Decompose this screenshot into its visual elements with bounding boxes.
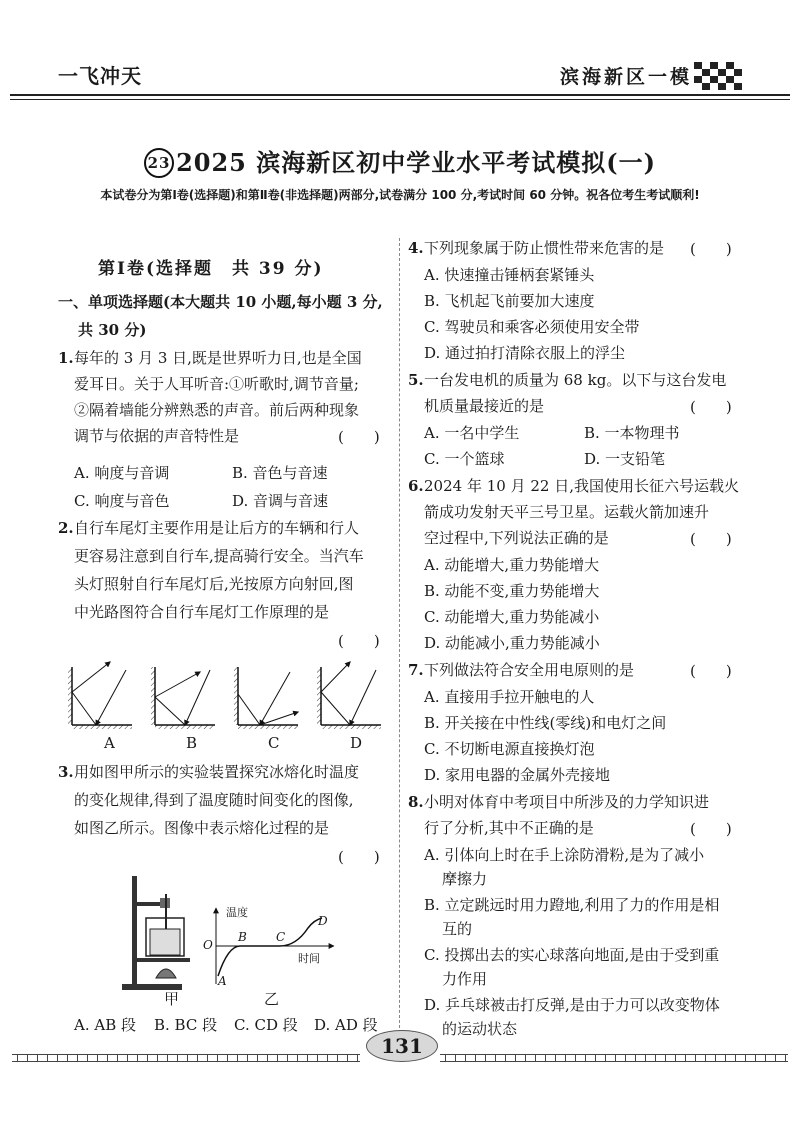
- part-title: 一、单项选择题(本大题共 10 小题,每小题 3 分,: [58, 293, 383, 311]
- q1-line: ②隔着墙能分辨熟悉的声音。前后两种现象: [74, 401, 360, 419]
- answer-blank: ( ): [690, 662, 732, 680]
- q3-option: D. AD 段: [314, 1016, 378, 1034]
- q1-number: 1.: [58, 349, 74, 367]
- q4-option: C. 驾驶员和乘客必须使用安全带: [424, 318, 640, 336]
- q8-option: D. 乒乓球被击打反弹,是由于力可以改变物体: [424, 996, 720, 1014]
- q7-option: C. 不切断电源直接换灯泡: [424, 740, 595, 758]
- q5-option: C. 一个篮球: [424, 450, 505, 468]
- exam-title: [0, 143, 800, 178]
- q8-option-cont: 的运动状态: [442, 1020, 518, 1038]
- graph-y-axis-label: 温度: [226, 906, 248, 919]
- q5-option: D. 一支铅笔: [584, 450, 666, 468]
- q2-line: 中光路图符合自行车尾灯工作原理的是: [74, 603, 330, 621]
- mirror-figure-b: [151, 667, 215, 729]
- q1-option: C. 响度与音色: [74, 492, 170, 510]
- graph-point-label: C: [276, 930, 286, 944]
- graph-point-label: B: [238, 930, 247, 944]
- exam-intro: 本试卷分为第Ⅰ卷(选择题)和第Ⅱ卷(非选择题)两部分,试卷满分 100 分,考试时间 60 分钟。祝各位考生考试顺利!: [100, 188, 700, 202]
- q8-option: A. 引体向上时在手上涂防滑粉,是为了减小: [424, 846, 705, 864]
- q3-figure-label: 乙: [264, 990, 280, 1008]
- q2-line: 自行车尾灯主要作用是让后方的车辆和行人: [74, 519, 360, 537]
- q8-option: B. 立定跳远时用力蹬地,利用了力的作用是相: [424, 896, 720, 914]
- part-title-cont: 共 30 分): [78, 321, 147, 339]
- q6-line: 2024 年 10 月 22 日,我国使用长征六号运载火: [424, 477, 739, 495]
- q1-option: B. 音色与音速: [232, 464, 328, 482]
- answer-blank: ( ): [690, 398, 732, 416]
- q6-line: 箭成功发射天平三号卫星。运载火箭加速升: [424, 503, 710, 521]
- q3-figure-label: 甲: [164, 990, 180, 1008]
- q8-option-cont: 摩擦力: [442, 870, 488, 888]
- q2-line: 头灯照射自行车尾灯后,光按原方向射回,图: [74, 575, 354, 593]
- answer-blank: ( ): [338, 632, 380, 650]
- q6-option: A. 动能增大,重力势能增大: [424, 556, 600, 574]
- graph-point-label: A: [218, 974, 227, 988]
- q6-option: C. 动能增大,重力势能减小: [424, 608, 600, 626]
- q1-option: D. 音调与音速: [232, 492, 329, 510]
- q6-number: 6.: [408, 477, 424, 495]
- q2-figure-label: C: [268, 734, 280, 752]
- q7-option: B. 开关接在中性线(零线)和电灯之间: [424, 714, 667, 732]
- column-divider: [399, 238, 400, 1038]
- checker-decoration: [694, 62, 742, 90]
- q6-option: B. 动能不变,重力势能增大: [424, 582, 600, 600]
- page-number: 131: [366, 1030, 438, 1062]
- graph-x-axis-label: 时间: [298, 952, 320, 965]
- answer-blank: ( ): [338, 848, 380, 866]
- series-logo: 一飞冲天: [58, 64, 142, 88]
- q3-option: B. BC 段: [154, 1016, 218, 1034]
- q8-option: C. 投掷出去的实心球落向地面,是由于受到重: [424, 946, 720, 964]
- q5-number: 5.: [408, 371, 424, 389]
- q2-figure-label: D: [350, 734, 363, 752]
- q5-line: 机质量最接近的是: [424, 397, 545, 415]
- q6-line: 空过程中,下列说法正确的是: [424, 529, 609, 547]
- mirror-figure-c: [234, 667, 298, 729]
- graph-origin-label: O: [203, 938, 213, 952]
- q3-line: 用如图甲所示的实验装置探究冰熔化时温度: [74, 763, 360, 781]
- q5-line: 一台发电机的质量为 68 kg。以下与这台发电: [424, 371, 727, 389]
- exam-number-badge: 23: [144, 148, 174, 178]
- q2-figure-label: A: [104, 734, 115, 752]
- q8-line: 行了分析,其中不正确的是: [424, 819, 594, 837]
- q3-option: A. AB 段: [74, 1016, 136, 1034]
- q6-option: D. 动能减小,重力势能减小: [424, 634, 600, 652]
- q5-option: B. 一本物理书: [584, 424, 680, 442]
- q8-line: 小明对体育中考项目中所涉及的力学知识进: [424, 793, 710, 811]
- section-title: 第Ⅰ卷(选择题 共 39 分): [98, 259, 324, 279]
- q1-option: A. 响度与音调: [74, 464, 170, 482]
- q1-line: 调节与依据的声音特性是: [74, 427, 240, 445]
- q2-line: 更容易注意到自行车,提高骑行安全。当汽车: [74, 547, 364, 565]
- q4-option: A. 快速撞击锤柄套紧锤头: [424, 266, 595, 284]
- graph-point-label: D: [318, 914, 328, 928]
- q2-figure-label: B: [186, 734, 198, 752]
- series-title: 滨海新区一模: [559, 66, 692, 88]
- q3-line: 的变化规律,得到了温度随时间变化的图像,: [74, 791, 354, 809]
- q7-option: D. 家用电器的金属外壳接地: [424, 766, 611, 784]
- q3-option: C. CD 段: [234, 1016, 298, 1034]
- answer-blank: ( ): [690, 530, 732, 548]
- q8-number: 8.: [408, 793, 424, 811]
- q5-option: A. 一名中学生: [424, 424, 520, 442]
- q1-line: 每年的 3 月 3 日,既是世界听力日,也是全国: [74, 349, 362, 367]
- q4-line: 下列现象属于防止惯性带来危害的是: [424, 239, 665, 257]
- q7-option: A. 直接用手拉开触电的人: [424, 688, 595, 706]
- exam-title-text: 2025 滨海新区初中学业水平考试模拟(一): [176, 148, 656, 177]
- q1-line: 爱耳日。关于人耳听音:①听歌时,调节音量;: [74, 375, 359, 393]
- q3-number: 3.: [58, 763, 74, 781]
- answer-blank: ( ): [690, 820, 732, 838]
- answer-blank: ( ): [338, 428, 380, 446]
- q7-line: 下列做法符合安全用电原则的是: [424, 661, 635, 679]
- q4-number: 4.: [408, 239, 424, 257]
- q2-number: 2.: [58, 519, 74, 537]
- mirror-figure-a: [68, 662, 132, 729]
- q7-number: 7.: [408, 661, 424, 679]
- q4-option: B. 飞机起飞前要加大速度: [424, 292, 595, 310]
- q8-option-cont: 互的: [442, 920, 473, 938]
- mirror-figure-d: [317, 662, 381, 729]
- answer-blank: ( ): [690, 240, 732, 258]
- q8-option-cont: 力作用: [442, 970, 488, 988]
- header-rule: [10, 94, 790, 100]
- q4-option: D. 通过拍打清除衣服上的浮尘: [424, 344, 626, 362]
- q3-line: 如图乙所示。图像中表示熔化过程的是: [74, 819, 330, 837]
